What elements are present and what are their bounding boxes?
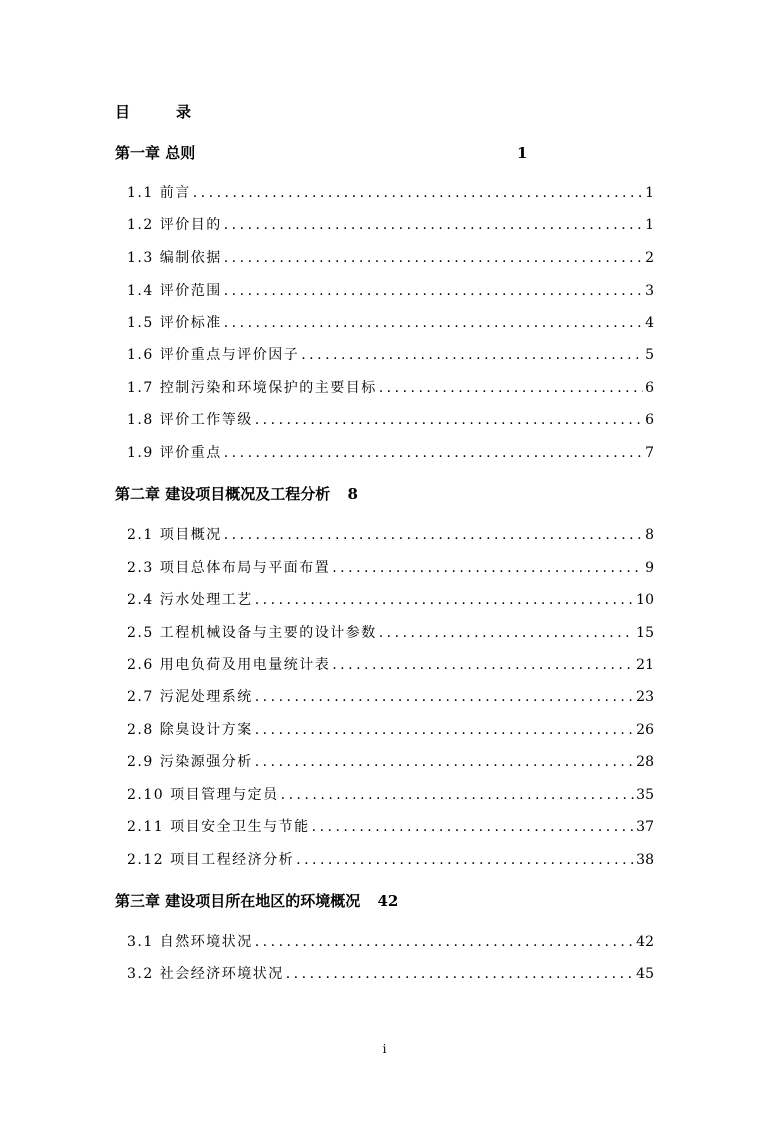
toc-leader-dots (224, 443, 643, 463)
toc-entry[interactable] (127, 378, 654, 398)
toc-entry-page: 35 (636, 787, 654, 803)
toc-entry-page: 38 (636, 852, 654, 868)
toc-entry-page: 10 (636, 592, 654, 608)
toc-leader-dots (255, 410, 643, 430)
toc-entry-page: 21 (636, 657, 654, 673)
toc-leader-dots (255, 590, 634, 610)
chapter-page-number: 1 (517, 144, 528, 162)
toc-entry-page: 15 (636, 625, 654, 641)
toc-entry-page: 37 (636, 819, 654, 835)
toc-entry-page: 45 (636, 966, 654, 982)
toc-leader-dots (255, 687, 634, 707)
toc-entry-label: 1.5 评价标准 (127, 315, 222, 331)
toc-entry-page: 4 (645, 315, 654, 331)
toc-leader-dots (379, 623, 634, 643)
toc-entry-label: 1.2 评价目的 (127, 217, 222, 233)
toc-entry-label: 1.4 评价范围 (127, 283, 222, 299)
toc-entry-page: 26 (636, 722, 654, 738)
toc-entry-label: 2.10 项目管理与定员 (127, 787, 279, 803)
toc-entry-page: 5 (645, 347, 654, 363)
toc-leader-dots (193, 183, 643, 203)
toc-entry[interactable] (127, 655, 654, 675)
chapter-page-number: 42 (377, 892, 399, 910)
toc-entry-page: 1 (645, 185, 654, 201)
toc-leader-dots (255, 752, 634, 772)
toc-leader-dots (332, 655, 634, 675)
toc-entry[interactable] (127, 752, 654, 772)
toc-entry-page: 3 (645, 283, 654, 299)
toc-leader-dots (255, 720, 634, 740)
toc-entry-label: 1.1 前言 (127, 185, 191, 201)
toc-entry[interactable] (127, 964, 654, 984)
toc-entry-label: 1.7 控制污染和环境保护的主要目标 (127, 380, 377, 396)
toc-entry[interactable] (127, 281, 654, 301)
page-number-footer: i (382, 1042, 387, 1056)
chapter-heading-2[interactable] (115, 484, 358, 504)
toc-leader-dots (332, 558, 643, 578)
toc-entry[interactable] (127, 443, 654, 463)
toc-entry[interactable] (127, 410, 654, 430)
toc-entry[interactable] (127, 720, 654, 740)
toc-entry-label: 3.2 社会经济环境状况 (127, 966, 284, 982)
toc-entry-page: 1 (645, 217, 654, 233)
toc-entry-label: 1.9 评价重点 (127, 445, 222, 461)
toc-entry[interactable] (127, 817, 654, 837)
toc-entry-page: 23 (636, 689, 654, 705)
toc-leader-dots (281, 785, 635, 805)
toc-entry[interactable] (127, 590, 654, 610)
toc-entry-page: 9 (645, 560, 654, 576)
chapter-page-number: 8 (347, 485, 358, 503)
toc-leader-dots (301, 345, 643, 365)
toc-leader-dots (379, 378, 643, 398)
toc-leader-dots (312, 817, 635, 837)
toc-entry-label: 2.11 项目安全卫生与节能 (127, 819, 310, 835)
chapter-heading-3[interactable] (115, 891, 398, 911)
toc-leader-dots (224, 215, 643, 235)
chapter-heading-1[interactable] (115, 143, 528, 163)
toc-entry[interactable] (127, 525, 654, 545)
chapter-title: 第二章 建设项目概况及工程分析 (115, 485, 331, 503)
toc-entry-label: 2.12 项目工程经济分析 (127, 852, 295, 868)
toc-title (115, 101, 191, 122)
toc-entry-label: 2.4 污水处理工艺 (127, 592, 253, 608)
toc-entry[interactable] (127, 345, 654, 365)
toc-leader-dots (224, 313, 643, 333)
toc-entry-page: 8 (645, 527, 654, 543)
chapter-title: 第一章 总则 (115, 144, 196, 162)
toc-entry-label: 1.8 评价工作等级 (127, 412, 253, 428)
toc-leader-dots (224, 248, 643, 268)
toc-entry-label: 1.6 评价重点与评价因子 (127, 347, 300, 363)
toc-entry-page: 28 (636, 754, 654, 770)
toc-entry[interactable] (127, 313, 654, 333)
toc-entry-page: 2 (645, 250, 654, 266)
toc-entry-page: 6 (645, 380, 654, 396)
toc-entry-label: 2.6 用电负荷及用电量统计表 (127, 657, 331, 673)
toc-entry[interactable] (127, 248, 654, 268)
toc-title-right: 录 (176, 103, 192, 121)
toc-leader-dots (255, 932, 634, 952)
toc-entry-label: 2.9 污染源强分析 (127, 754, 253, 770)
toc-entry-label: 2.7 污泥处理系统 (127, 689, 253, 705)
toc-entry[interactable] (127, 623, 654, 643)
chapter-title: 第三章 建设项目所在地区的环境概况 (115, 892, 361, 910)
toc-entry[interactable] (127, 183, 654, 203)
toc-leader-dots (296, 850, 634, 870)
toc-entry[interactable] (127, 932, 654, 952)
toc-entry-label: 2.3 项目总体布局与平面布置 (127, 560, 331, 576)
toc-entry[interactable] (127, 687, 654, 707)
toc-entry-label: 3.1 自然环境状况 (127, 934, 253, 950)
toc-entry-page: 6 (645, 412, 654, 428)
toc-entry[interactable] (127, 558, 654, 578)
toc-entry[interactable] (127, 785, 654, 805)
toc-entry-page: 7 (645, 445, 654, 461)
toc-entry-label: 1.3 编制依据 (127, 250, 222, 266)
toc-title-left: 目 (115, 103, 131, 121)
toc-entry[interactable] (127, 215, 654, 235)
toc-entry[interactable] (127, 850, 654, 870)
toc-entry-label: 2.5 工程机械设备与主要的设计参数 (127, 625, 377, 641)
toc-leader-dots (224, 525, 643, 545)
toc-leader-dots (286, 964, 634, 984)
toc-entry-label: 2.1 项目概况 (127, 527, 222, 543)
toc-entry-page: 42 (636, 934, 654, 950)
toc-entry-label: 2.8 除臭设计方案 (127, 722, 253, 738)
toc-leader-dots (224, 281, 643, 301)
